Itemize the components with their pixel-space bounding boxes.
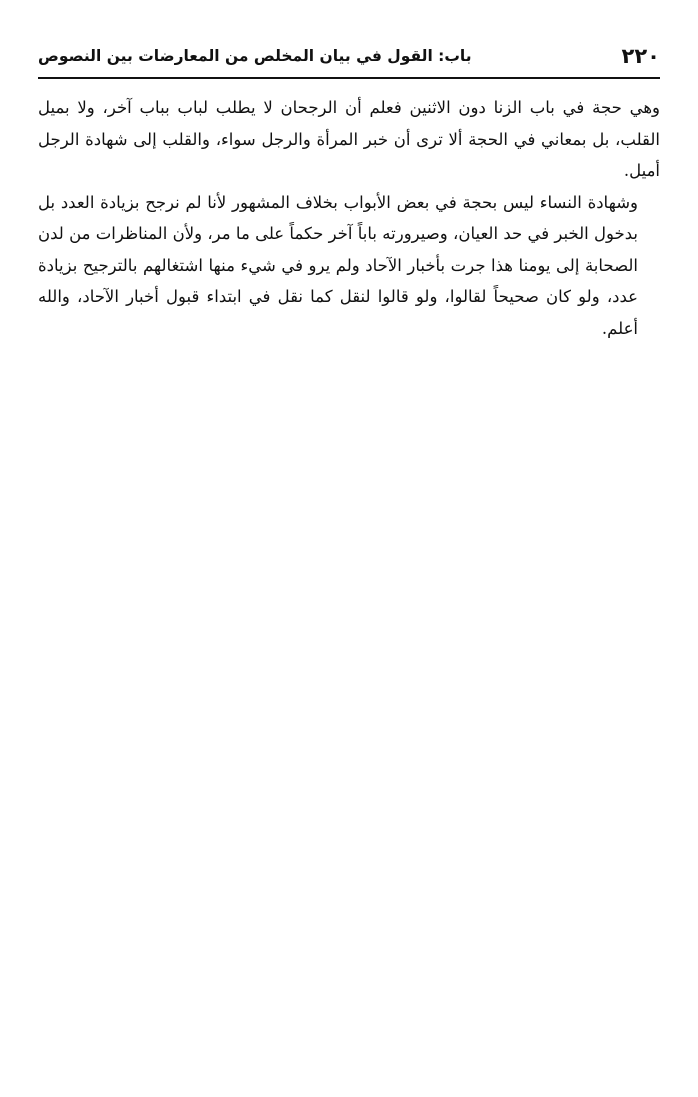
page-number: ٢٢٠ bbox=[621, 44, 660, 68]
header-divider bbox=[38, 77, 660, 79]
chapter-title: باب: القول في بيان المخلص من المعارضات بين النصوص bbox=[38, 47, 472, 65]
paragraph-2: وشهادة النساء ليس بحجة في بعض الأبواب بخلاف المشهور لأنا لم نرجح بزيادة العدد بل بدخول الخبر في حد العيان، وصيرورته باباً آخر حكماً على ما مر، ولأن المناظرات من لدن الصحابة إلى يومنا هذا جرت بأخبار الآحاد ولم يرو في شيء منها اشتغالهم بالترجيح بزيادة عدد، ولو كان صحيحاً لقالوا، ولو قالوا لنقل كما نقل في ابتداء قبول أخبار الآحاد، والله أعلم. bbox=[38, 192, 638, 338]
running-head bbox=[38, 38, 660, 74]
paragraph-1: وهي حجة في باب الزنا دون الاثنين فعلم أن الرجحان لا يطلب لباب بباب آخر، ولا بميل القلب، بل بمعاني في الحجة ألا ترى أن خبر المرأة والرجل سواء، والقلب إلى شهادة الرجل أميل. bbox=[38, 98, 660, 180]
body-text bbox=[38, 92, 660, 344]
